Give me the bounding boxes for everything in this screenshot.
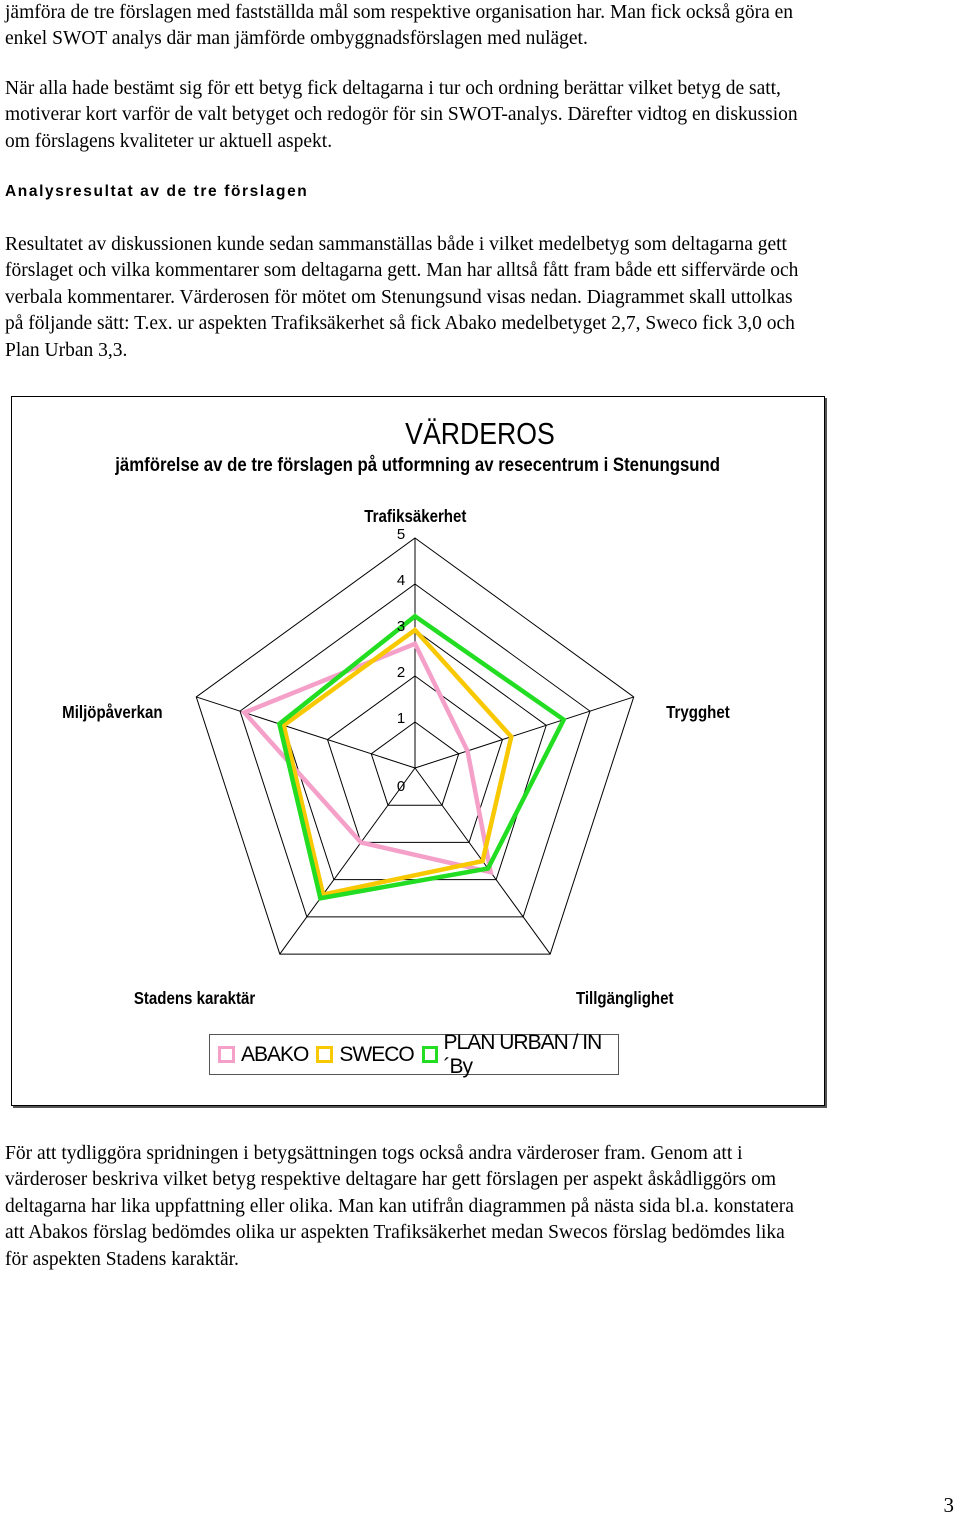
legend-item-sweco	[316, 1043, 413, 1067]
text-line: enkel SWOT analys där man jämförde ombyggnadsförslagen med nuläget.	[5, 28, 588, 50]
text-line: om förslagens kvaliteter ur aktuell aspekt.	[5, 130, 333, 152]
text-line: När alla hade bestämt sig för ett betyg fick deltagarna i tur och ordning berättar vilket betyg de satt,	[5, 78, 781, 99]
text-line: jämföra de tre förslagen med fastställda mål som respektive organisation har. Man fick också göra en	[5, 2, 794, 23]
legend-swatch	[316, 1046, 333, 1063]
legend-item-plan-urban	[422, 1031, 610, 1079]
tick-label: 3	[396, 618, 406, 635]
axis-label-trafiksakerhet: Trafiksäkerhet	[364, 506, 467, 526]
chart-title: VÄRDEROS	[405, 416, 555, 451]
text-line: motiverar kort varför de valt betyget och redogör för sin SWOT-analys. Därefter vidtog en diskussion	[5, 104, 798, 126]
text-line: deltagarna har lika uppfattning eller olika. Man kan utifrån diagrammen på nästa sida bl.a. konstatera	[5, 1195, 794, 1217]
text-line: För att tydliggöra spridningen i betygsättningen togs också andra värderoser fram. Genom att i	[5, 1143, 743, 1164]
text-line: värderoser beskriva vilket betyg respektive deltagare har gett förslagen per aspekt åskådliggörs om	[5, 1169, 777, 1191]
page-number: 3	[943, 1493, 954, 1517]
text-line: för aspekten Stadens karaktär.	[5, 1248, 239, 1270]
text-line: Resultatet av diskussionen kunde sedan sammanställas både i vilket medelbetyg som deltagarna gett	[5, 234, 787, 255]
text-line: förslaget och vilka kommentarer som deltagarna gett. Man har alltså fått fram både ett siffervärde och	[5, 260, 799, 282]
text-line: Plan Urban 3,3.	[5, 339, 128, 361]
chart-legend	[209, 1030, 619, 1078]
legend-swatch	[422, 1046, 438, 1063]
tick-label: 0	[396, 778, 406, 795]
radar-series	[244, 616, 563, 898]
axis-label-miljopaverkan: Miljöpåverkan	[62, 702, 163, 722]
paragraph-spread	[5, 1141, 955, 1273]
section-heading: Analysresultat av de tre förslagen	[5, 183, 309, 200]
legend-item-abako	[218, 1043, 308, 1067]
radar-spokes	[196, 538, 633, 954]
legend-label: PLAN URBAN / IN´By	[443, 1030, 602, 1078]
text-line: verbala kommentarer. Värderosen för mötet om Stenungsund visas nedan. Diagrammet skall uttolkas	[5, 286, 793, 308]
legend-label: ABAKO	[241, 1042, 309, 1066]
tick-label: 2	[396, 664, 406, 681]
tick-label: 4	[396, 572, 406, 589]
axis-label-trygghet: Trygghet	[666, 702, 730, 722]
chart-subtitle: jämförelse av de tre förslagen på utformning av resecentrum i Stenungsund	[115, 454, 721, 476]
axis-label-stadens-karaktar: Stadens karaktär	[133, 988, 256, 1008]
tick-label: 1	[396, 710, 406, 727]
tick-label: 5	[396, 526, 406, 543]
legend-swatch	[218, 1046, 235, 1063]
text-line: på följande sätt: T.ex. ur aspekten Trafiksäkerhet så fick Abako medelbetyget 2,7, Sweco fick 3,0 och	[5, 313, 795, 335]
axis-label-tillganglighet: Tillgänglighet	[575, 988, 674, 1008]
legend-label: SWECO	[339, 1042, 414, 1066]
text-line: att Abakos förslag bedömdes olika ur aspekten Trafiksäkerhet medan Swecos förslag bedömdes lika	[5, 1222, 785, 1244]
